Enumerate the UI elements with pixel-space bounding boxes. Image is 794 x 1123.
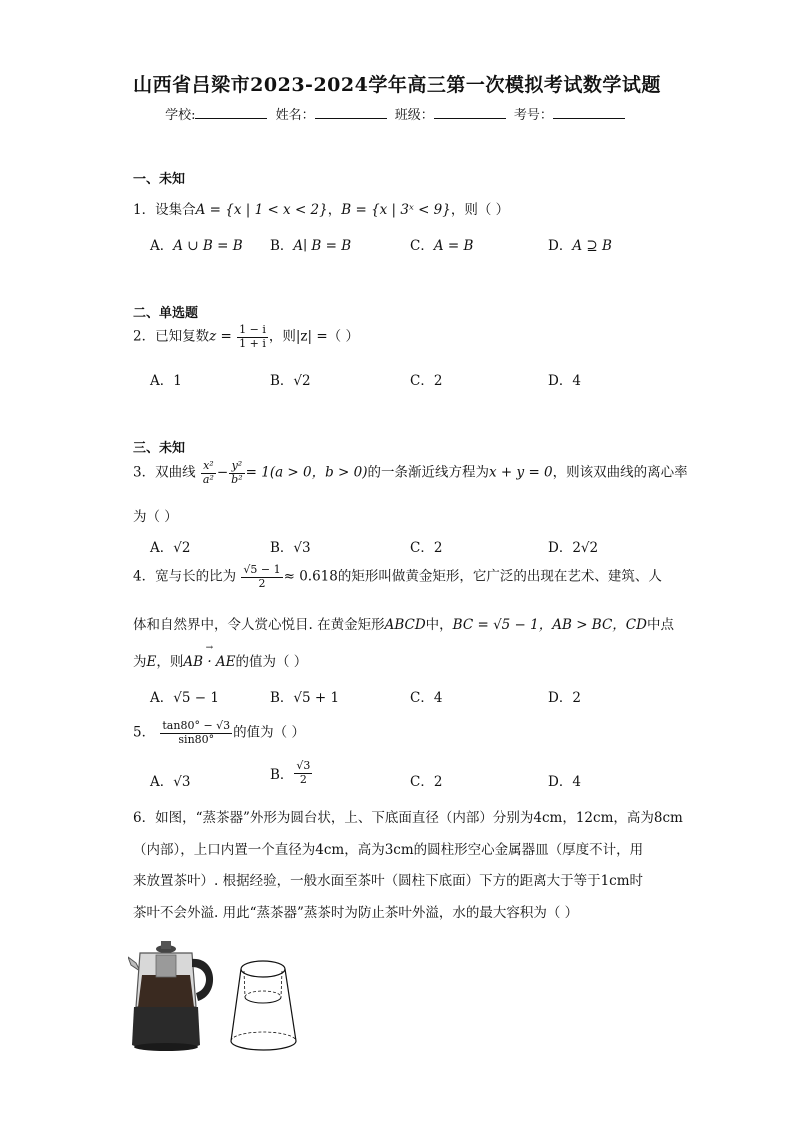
q3-asymptote: x + y = 0 — [489, 464, 553, 481]
q6-line-4: 茶叶不会外溢. 用此“蒸茶器”蒸茶时为防止茶叶外溢，水的最大容积为（ ） — [133, 905, 579, 921]
option-letter: A． — [150, 540, 174, 556]
q3-x-num: x² — [201, 460, 216, 474]
q3-text-mid: 的一条渐近线方程为 — [367, 464, 490, 481]
number-label: 考号： — [513, 108, 553, 123]
option-b-den: 2 — [299, 772, 307, 786]
option-text: √5 − 1 — [173, 690, 219, 706]
question-2 — [133, 324, 359, 350]
option-letter: C． — [410, 238, 434, 254]
option-text: A ∪ B = B — [173, 238, 243, 254]
q6-line-1: 6．如图，“蒸茶器”外形为圆台状，上、下底面直径（内部）分别为4cm，12cm，高为8cm — [133, 810, 683, 826]
name-label: 姓名： — [275, 108, 315, 123]
question-4 — [133, 564, 662, 590]
q4-line3c: 的值为（ ） — [235, 654, 308, 670]
q4-line3a: 为 — [133, 654, 147, 670]
q3-text-end: ，则该双曲线的离心率 — [552, 464, 688, 481]
q5-fraction — [160, 720, 232, 746]
student-info-line — [0, 104, 794, 123]
option-letter: B． — [270, 767, 294, 784]
q2-suffix: ，则|z| =（ ） — [268, 328, 359, 345]
option-text: A∣ B = B — [293, 238, 352, 254]
q4-dot-product: → AB · AE — [183, 654, 235, 670]
q4-option-d[interactable] — [548, 686, 581, 706]
q2-fraction — [237, 324, 268, 350]
q6-line-2: （内部），上口内置一个直径为4cm，高为3cm的圆柱形空心金属器皿（厚度不计，用 — [133, 842, 644, 858]
option-text: 2 — [433, 774, 443, 790]
q4-line3b: ，则 — [156, 654, 184, 670]
option-letter: C． — [410, 690, 434, 706]
school-label: 学校: — [165, 108, 196, 123]
q2-numerator: 1 − i — [239, 323, 266, 336]
section-heading: 一、未知 — [133, 172, 186, 187]
q1-suffix: ，则（ ） — [450, 202, 510, 218]
option-letter: B． — [270, 690, 294, 706]
q4-prefix: 4．宽与长的比为 — [133, 568, 237, 585]
name-blank[interactable] — [315, 106, 387, 119]
number-blank[interactable] — [553, 106, 625, 119]
option-letter: B． — [270, 373, 294, 389]
option-text: 1 — [173, 373, 182, 389]
option-b-num: √3 — [296, 759, 311, 772]
q2-option-d[interactable] — [548, 369, 581, 389]
q4-fraction — [241, 564, 282, 590]
q5-numerator: tan80° − √3 — [162, 719, 231, 732]
q3-x-den: a² — [202, 472, 214, 486]
q6-line-3: 来放置茶叶）. 根据经验，一般水面至茶叶（圆柱下底面）下方的距离大于等于1cm时 — [133, 873, 644, 889]
q1-set-a: A = {x | 1 < x < 2} — [195, 202, 328, 218]
q2-option-b[interactable] — [270, 369, 311, 389]
option-text: √2 — [173, 540, 191, 556]
q4-approx: ≈ 0.618 — [283, 568, 338, 585]
q5-suffix: 的值为（ ） — [233, 724, 305, 741]
q4-line-2 — [133, 613, 674, 633]
q4-option-a[interactable] — [150, 686, 219, 706]
option-text: √3 — [173, 774, 191, 790]
q5-option-c[interactable] — [410, 770, 442, 790]
question-3 — [133, 460, 688, 486]
q3-minus: − — [216, 464, 229, 481]
option-text: 2√2 — [572, 540, 599, 556]
q5-option-d[interactable] — [548, 770, 581, 790]
option-text: A ⊇ B — [572, 238, 612, 254]
q4-denominator: 2 — [258, 576, 266, 590]
q2-z: z = — [209, 328, 232, 345]
q2-prefix: 2．已知复数 — [133, 328, 210, 345]
school-blank[interactable] — [195, 106, 267, 119]
q3-option-c[interactable] — [410, 536, 442, 556]
option-letter: D． — [548, 238, 573, 254]
option-letter: C． — [410, 774, 434, 790]
option-text: 2 — [572, 690, 581, 706]
q4-line-3 — [133, 650, 307, 670]
option-text: √5 + 1 — [293, 690, 340, 706]
option-letter: C． — [410, 373, 434, 389]
q3-option-a[interactable] — [150, 536, 190, 556]
frustum-diagram — [228, 955, 300, 1055]
q1-option-a[interactable] — [150, 234, 243, 254]
q2-option-a[interactable] — [150, 369, 182, 389]
q4-line2a: 体和自然界中，令人赏心悦目. 在黄金矩形 — [133, 617, 385, 633]
question-1 — [133, 198, 509, 218]
option-letter: B． — [270, 238, 294, 254]
q3-fraction-x — [201, 460, 216, 486]
option-text: 2 — [433, 540, 443, 556]
q1-option-b[interactable] — [270, 234, 351, 254]
q4-option-c[interactable] — [410, 686, 442, 706]
option-text: √3 — [293, 540, 311, 556]
page-title: 山西省吕梁市2023-2024学年高三第一次模拟考试数学试题 — [133, 74, 661, 96]
q5-prefix: 5． — [133, 724, 156, 741]
q1-option-d[interactable] — [548, 234, 612, 254]
q2-option-c[interactable] — [410, 369, 442, 389]
option-text: 4 — [572, 774, 581, 790]
option-letter: A． — [150, 373, 174, 389]
q4-numerator: √5 − 1 — [243, 563, 281, 576]
q2-denominator: 1 + i — [239, 336, 266, 350]
option-text: 4 — [572, 373, 581, 389]
q4-line2b: 中， — [425, 617, 453, 633]
q5-option-a[interactable] — [150, 770, 190, 790]
q1-option-c[interactable] — [410, 234, 473, 254]
q5-denominator: sin80° — [178, 732, 215, 746]
q3-fraction-y — [229, 460, 244, 486]
q3-condition: = 1(a > 0，b > 0) — [245, 464, 368, 481]
option-letter: D． — [548, 373, 573, 389]
q4-point-e: E — [146, 654, 157, 670]
option-text: 4 — [433, 690, 443, 706]
q3-line-2: 为（ ） — [133, 509, 178, 525]
option-letter: A． — [150, 238, 174, 254]
class-blank[interactable] — [434, 106, 506, 119]
q3-y-num: y² — [229, 460, 244, 474]
q4-text-1: 的矩形叫做黄金矩形，它广泛的出现在艺术、建筑、人 — [337, 568, 662, 585]
tea-kettle-image — [128, 935, 223, 1055]
option-letter: A． — [150, 690, 174, 706]
option-text: √2 — [293, 373, 311, 389]
option-text: A = B — [433, 238, 474, 254]
q1-prefix: 1．设集合 — [133, 202, 196, 218]
option-letter: C． — [410, 540, 434, 556]
class-label: 班级： — [394, 108, 434, 123]
q1-set-b: B = {x | 3ˣ < 9} — [341, 202, 451, 218]
q4-rect: ABCD — [384, 617, 426, 633]
option-letter: A． — [150, 774, 174, 790]
q4-option-b[interactable] — [270, 686, 339, 706]
option-letter: D． — [548, 540, 573, 556]
section-heading: 三、未知 — [133, 441, 186, 456]
q1-sep: ， — [327, 202, 342, 218]
option-letter: D． — [548, 774, 573, 790]
question-5 — [133, 720, 305, 746]
option-letter: B． — [270, 540, 294, 556]
q3-option-d[interactable] — [548, 536, 598, 556]
q3-option-b[interactable] — [270, 536, 311, 556]
q4-line2c: 中点 — [646, 617, 674, 633]
q5-option-b-fraction — [294, 760, 312, 786]
q5-option-b[interactable] — [270, 760, 313, 786]
q3-prefix: 3．双曲线 — [133, 464, 196, 481]
option-text: 2 — [433, 373, 443, 389]
q4-cond: BC = √5 − 1，AB > BC，CD — [452, 617, 647, 633]
section-heading: 二、单选题 — [133, 306, 199, 321]
q3-y-den: b² — [231, 472, 243, 486]
option-letter: D． — [548, 690, 573, 706]
